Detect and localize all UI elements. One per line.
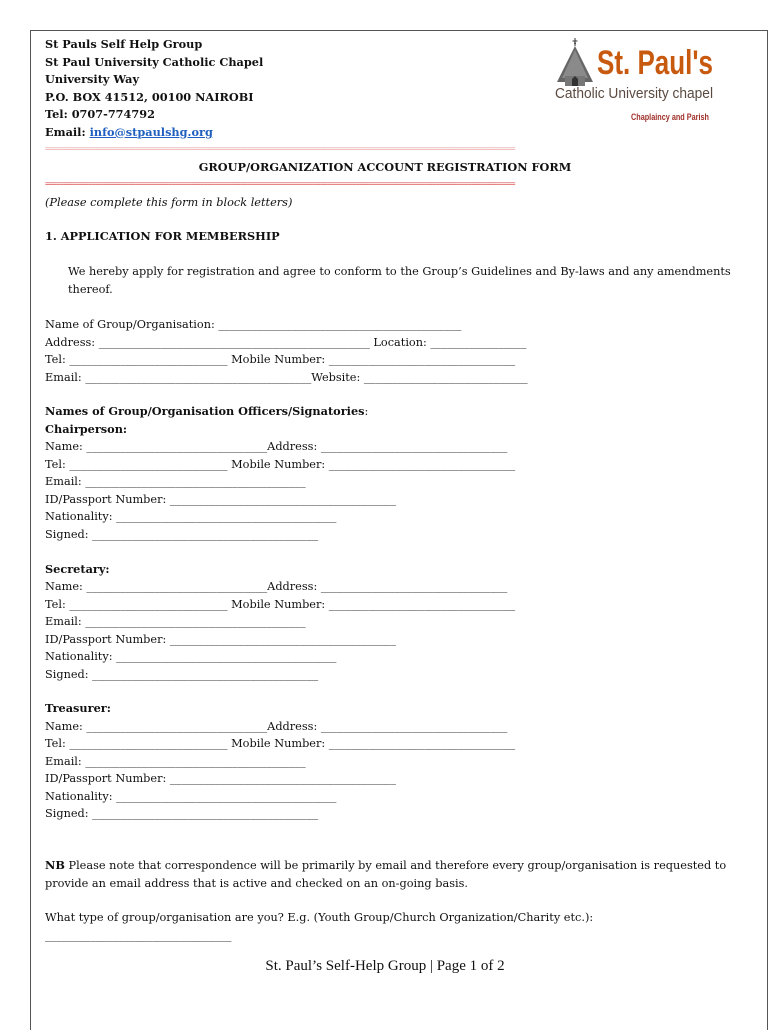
treasurer-signed[interactable]: Signed: ________________________________________ xyxy=(45,807,319,820)
chairperson-name-address[interactable]: Name: ________________________________Address: _________________________________ xyxy=(45,440,508,453)
st-pauls-logo xyxy=(553,38,718,128)
org-name: St Pauls Self Help Group xyxy=(45,37,203,51)
logo-tagline: Chaplaincy and Parish xyxy=(631,112,709,122)
nb-note-line2: provide an email address that is active and checked on an on-going basis. xyxy=(45,876,468,890)
officers-heading xyxy=(45,403,368,421)
treasurer-name-address[interactable]: Name: ________________________________Address: _________________________________ xyxy=(45,719,508,733)
email-link[interactable]: info@stpaulshg.org xyxy=(89,124,213,139)
address-location-field[interactable]: Address: ________________________________________________ Location: _________________ xyxy=(45,335,527,349)
group-name-field[interactable]: Name of Group/Organisation: ___________________________________________ xyxy=(45,318,462,331)
application-paragraph-line1: We hereby apply for registration and agree to conform to the Group’s Guidelines and By-laws and any amendments xyxy=(68,265,731,278)
email-website-field[interactable]: Email: ________________________________________Website: _____________________________ xyxy=(45,370,528,384)
chairperson-signed[interactable]: Signed: ________________________________________ xyxy=(45,527,319,541)
chairperson-tel-mobile[interactable]: Tel: ____________________________ Mobile Number: _________________________________ xyxy=(45,457,516,471)
group-type-question: What type of group/organisation are you? E.g. (Youth Group/Church Organization/Charity etc.): xyxy=(45,911,594,924)
secretary-nationality[interactable]: Nationality: _______________________________________ xyxy=(45,650,337,663)
org-chapel: St Paul University Catholic Chapel xyxy=(45,54,264,69)
nb-label: NB xyxy=(45,858,65,872)
logo-title: St. Paul's xyxy=(597,44,713,82)
secretary-tel-mobile[interactable]: Tel: ____________________________ Mobile Number: _________________________________ xyxy=(45,597,516,611)
chairperson-nationality[interactable]: Nationality: _______________________________________ xyxy=(45,510,337,523)
logo-subtitle: Catholic University chapel xyxy=(555,85,713,102)
secretary-signed[interactable]: Signed: ________________________________________ xyxy=(45,667,319,681)
title-divider: ================================================================================================================================== xyxy=(45,180,515,188)
org-street: University Way xyxy=(45,72,140,86)
instruction-note: (Please complete this form in block letters) xyxy=(45,196,293,209)
officers-heading-text: Names of Group/Organisation Officers/Signatories xyxy=(45,404,365,418)
secretary-email[interactable]: Email: _______________________________________ xyxy=(45,615,306,628)
group-type-answer-field[interactable]: _________________________________ xyxy=(45,928,232,942)
section-heading-membership: 1. APPLICATION FOR MEMBERSHIP xyxy=(45,229,280,243)
secretary-heading: Secretary: xyxy=(45,561,110,576)
nb-note-line1 xyxy=(45,857,726,875)
tel-mobile-field[interactable]: Tel: ____________________________ Mobile Number: _________________________________ xyxy=(45,353,516,366)
email-label: Email: xyxy=(45,124,90,139)
top-divider: ================================================================================================================================== xyxy=(45,145,515,153)
application-paragraph-line2: thereof. xyxy=(68,283,113,296)
chairperson-id[interactable]: ID/Passport Number: ________________________________________ xyxy=(45,492,396,506)
org-postal: P.O. BOX 41512, 00100 NAIROBI xyxy=(45,89,254,104)
nb-text: Please note that correspondence will be primarily by email and therefore every group/organisation is requested to xyxy=(64,859,727,872)
org-email-row xyxy=(45,124,213,142)
chairperson-email[interactable]: Email: _______________________________________ xyxy=(45,475,306,488)
treasurer-id[interactable]: ID/Passport Number: ________________________________________ xyxy=(45,772,396,785)
chairperson-heading: Chairperson: xyxy=(45,421,128,436)
secretary-id[interactable]: ID/Passport Number: ________________________________________ xyxy=(45,632,396,646)
org-phone: Tel: 0707-774792 xyxy=(45,107,155,121)
chapel-icon xyxy=(557,38,593,86)
treasurer-tel-mobile[interactable]: Tel: ____________________________ Mobile Number: _________________________________ xyxy=(45,737,516,750)
treasurer-email[interactable]: Email: _______________________________________ xyxy=(45,754,306,768)
form-title: GROUP/ORGANIZATION ACCOUNT REGISTRATION FORM xyxy=(198,160,572,174)
treasurer-heading: Treasurer: xyxy=(45,701,111,715)
treasurer-nationality[interactable]: Nationality: _______________________________________ xyxy=(45,789,337,803)
secretary-name-address[interactable]: Name: ________________________________Address: _________________________________ xyxy=(45,580,508,593)
officers-heading-colon: : xyxy=(364,405,369,418)
page-footer: St. Paul’s Self-Help Group | Page 1 of 2 xyxy=(265,958,505,974)
